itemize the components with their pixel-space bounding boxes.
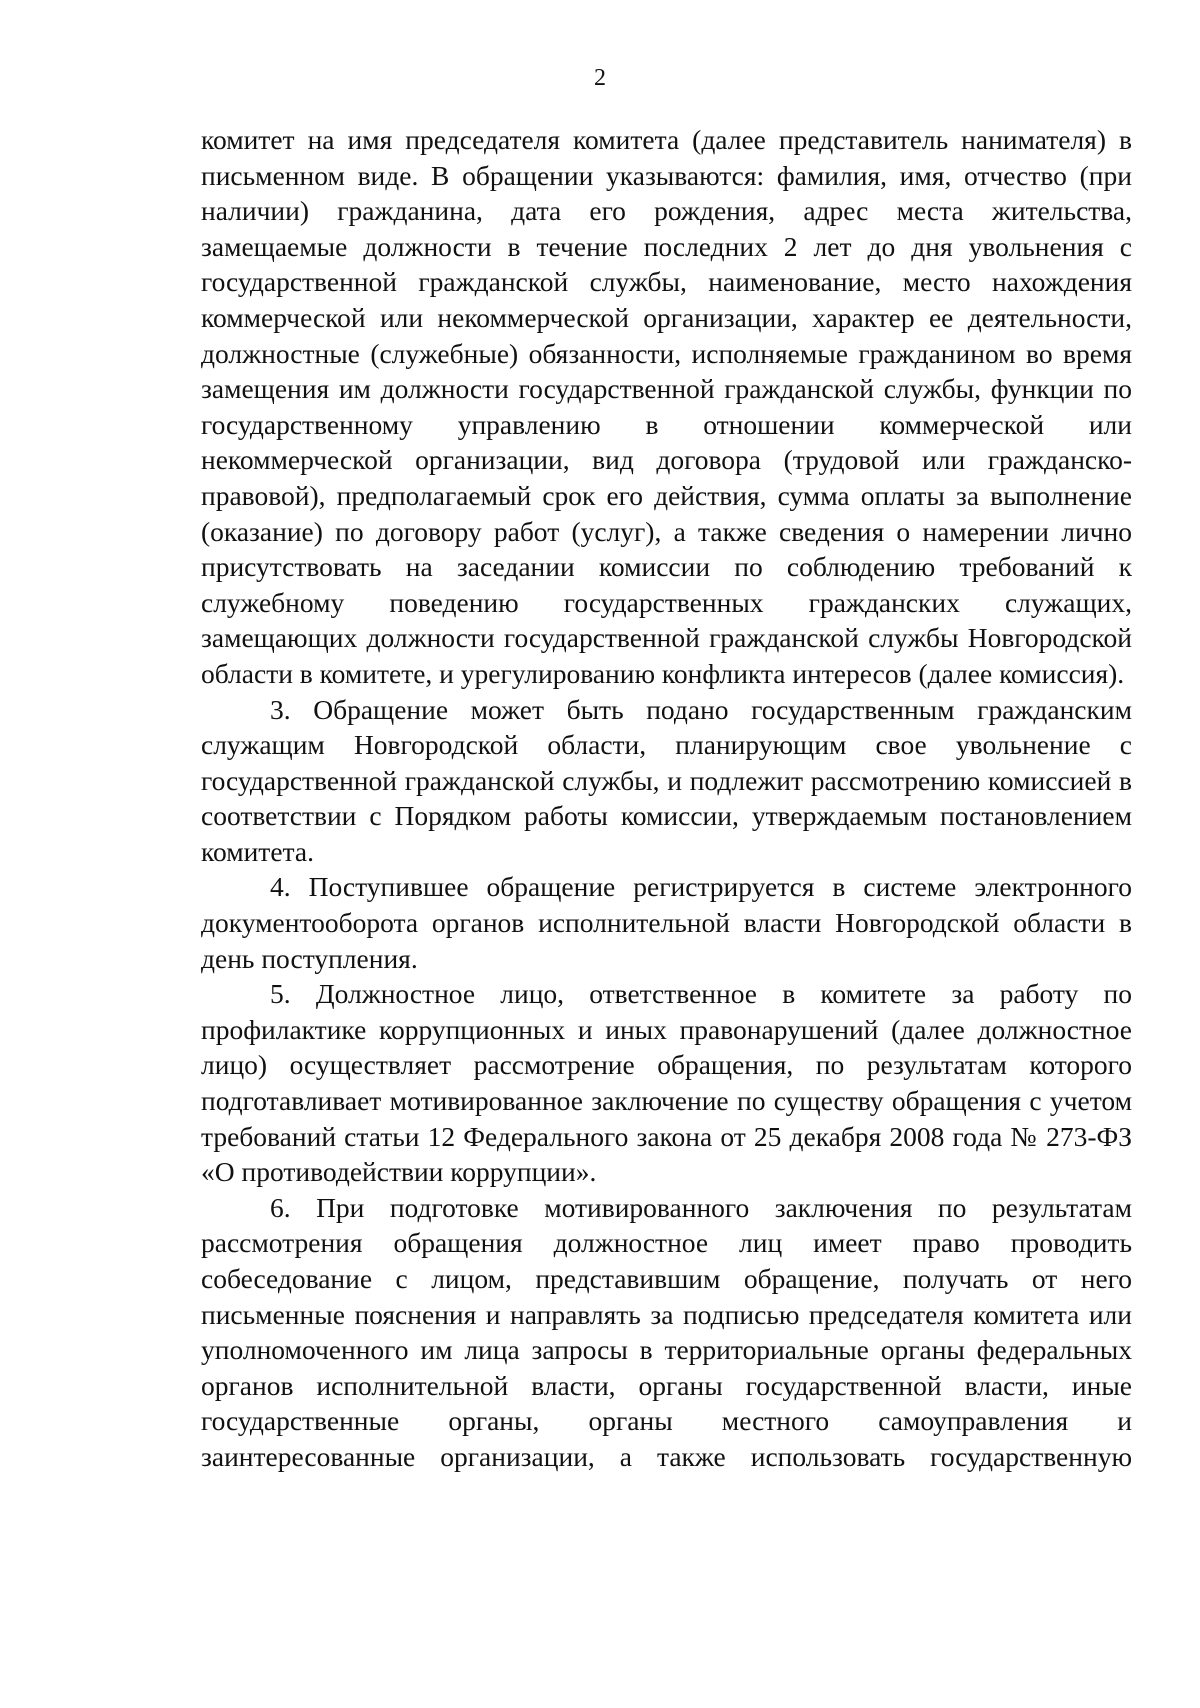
document-body <box>201 122 1132 1475</box>
paragraph-3: 3. Обращение может быть подано государственным гражданским служащим Новгородской области, планирующим свое увольнение с государственной гражданской службы, и подлежит рассмотрению комиссией в соответствии с Порядком работы комиссии, утверждаемым постановлением комитета. <box>201 693 1132 867</box>
paragraph-4: 4. Поступившее обращение регистрируется в системе электронного документооборота органов исполнительной власти Новгородской области в день поступления. <box>201 871 1132 974</box>
paragraph-5: 5. Должностное лицо, ответственное в комитете за работу по профилактике коррупционных и иных правонарушений (далее должностное лицо) осуществляет рассмотрение обращения, по результатам которого подготавливает мотивированное заключение по существу обращения с учетом требований статьи 12 Федерального закона от 25 декабря 2008 года № 273-ФЗ «О противодействии коррупции». <box>201 978 1132 1188</box>
page-number: 2 <box>594 65 606 91</box>
paragraph-2-continuation: комитет на имя председателя комитета (далее представитель нанимателя) в письменном виде. В обращении указываются: фамилия, имя, отчество (при наличии) гражданина, дата его рождения, адрес места жительства, замещаемые должности в течение последних 2 лет до дня увольнения с государственной гражданской службы, наименование, место нахождения коммерческой или некоммерческой организации, характер ее деятельности, должностные (служебные) обязанности, исполняемые гражданином во время замещения им должности государственной гражданской службы, функции по государственному управлению в отношении коммерческой или некоммерческой организации, вид договора (трудовой или гражданско-правовой), предполагаемый срок его действия, сумма оплаты за выполнение (оказание) по договору работ (услуг), а также сведения о намерении лично присутствовать на заседании комиссии по соблюдению требований к служебному поведению государственных гражданских служащих, замещающих должности государственной гражданской службы Новгородской области в комитете, и урегулированию конфликта интересов (далее комиссия). <box>201 124 1132 689</box>
paragraph-6: 6. При подготовке мотивированного заключения по результатам рассмотрения обращения должностное лиц имеет право проводить собеседование с лицом, представившим обращение, получать от него письменные пояснения и направлять за подписью председателя комитета или уполномоченного им лица запросы в территориальные органы федеральных органов исполнительной власти, органы государственной власти, иные государственные органы, органы местного самоуправления и заинтересованные организации, а также использовать государственную <box>201 1191 1132 1472</box>
